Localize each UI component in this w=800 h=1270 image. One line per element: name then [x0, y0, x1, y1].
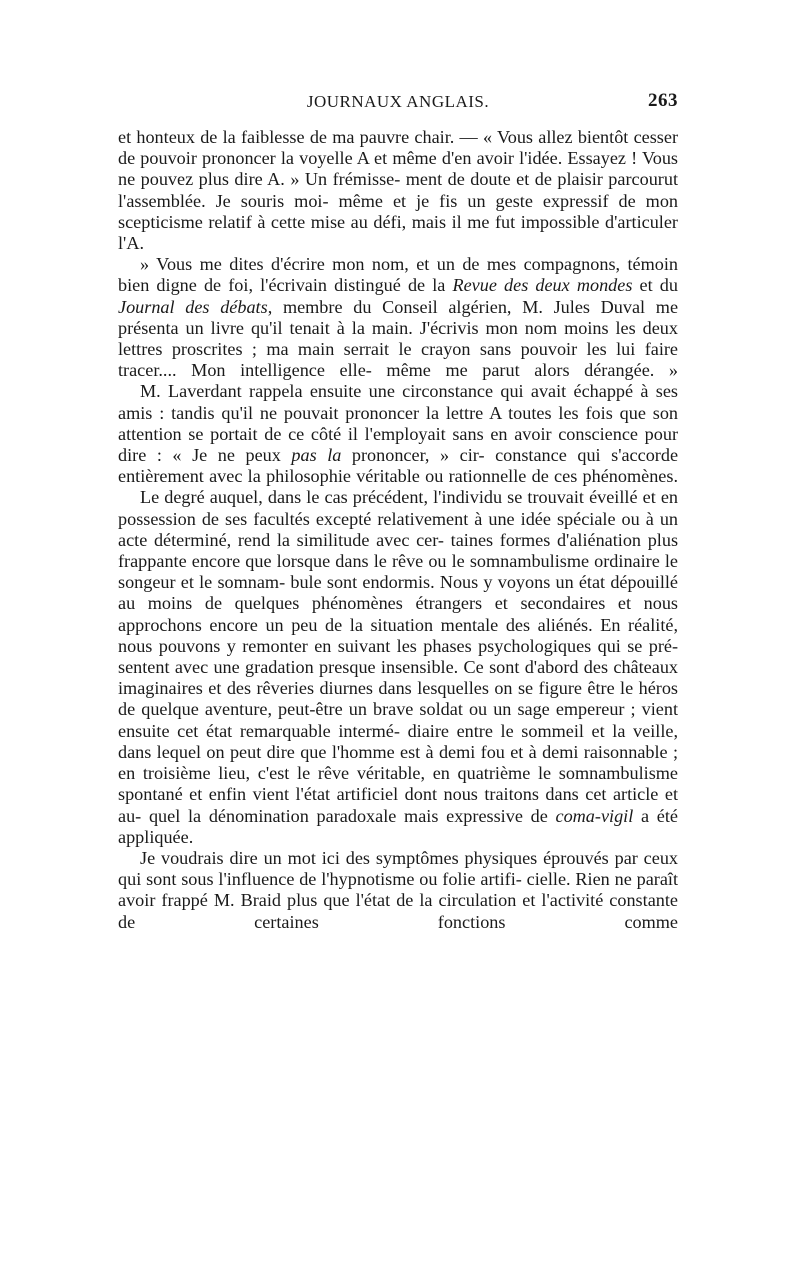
text-line: à ses amis : tandis qu'il ne pouvait prononcer la lettre A toutes les: [118, 381, 678, 423]
text-line: diaire entre le sommeil et la veille, dans lequel on peut dire que: [118, 720, 678, 762]
text-line: circulation et l'activité constante de certaines fonctions comme: [118, 890, 678, 932]
text-line: et honteux de la faiblesse de ma pauvre chair. — « Vous allez: [118, 127, 573, 147]
text-line: témoin bien digne de foi, l'écrivain distingué de la: [118, 254, 678, 296]
term: coma-vigil: [555, 805, 634, 826]
text-line: été appliquée.: [118, 805, 678, 847]
paragraph-4: [118, 487, 678, 847]
text-line: fois que son attention se portait de ce côté il l'employait sans en: [118, 402, 679, 444]
text-line: constance qui s'accorde entièrement avec la philosophie véritable: [118, 445, 679, 487]
paragraph-2: [118, 254, 678, 381]
text-line: pouvons y remonter en suivant les phases psychologiques qui se pré-: [158, 635, 679, 656]
text-line: » Vous me dites d'écrire mon nom, et un de mes compagnons,: [140, 254, 621, 275]
text-line: encore un peu de la situation mentale des aliénés. En réalité, nous: [118, 614, 678, 656]
page-number: 263: [648, 90, 678, 111]
text-line: idée spéciale ou à un acte déterminé, rend la similitude avec cer-: [118, 508, 679, 550]
text-line: et du: [632, 275, 678, 296]
text-line: quelques phénomènes étrangers et secondaires et nous approchons: [118, 593, 678, 635]
text-line: a: [633, 805, 650, 826]
text-line: enfin vient l'état artificiel dont nous traitons dans cet article et au-: [118, 784, 678, 826]
text-line: ment de doute et de plaisir parcourut l'assemblée. Je souris moi-: [118, 169, 678, 211]
text-line: avoir conscience pour dire : « Je ne peux: [118, 423, 679, 466]
text-line: prononcer, » cir-: [341, 445, 485, 466]
text-line: ou un sage empereur ; vient ensuite cet état remarquable intermé-: [118, 699, 679, 741]
text-line: quel la dénomination paradoxale mais expressive de: [148, 805, 556, 826]
text-line: figure être le héros de quelque aventure, peut-être un brave soldat: [118, 678, 679, 720]
journal-title: Journal des débats: [118, 296, 268, 317]
paragraph-1: [118, 127, 678, 254]
text-line: Je voudrais dire un mot ici des symptômes physiques éprouvés: [140, 847, 609, 868]
text-line: , membre du Conseil algérien,: [267, 296, 512, 317]
text-line: sentent avec une gradation presque insensible. Ce sont d'abord des: [118, 657, 609, 678]
text-line: bientôt cesser de pouvoir prononcer la voyelle A et même d'en: [118, 127, 679, 169]
emphasis: pas la: [291, 445, 342, 466]
text-line: éveillé et en possession de ses facultés excepté relativement à une: [118, 487, 678, 529]
running-head: [118, 92, 678, 116]
text-line: Le degré auquel, dans le cas précédent, l'individu se trouvait: [140, 487, 584, 508]
text-line: c'est le rêve véritable, en quatrième le somnambulisme spontané et: [118, 763, 679, 805]
text-line: l'homme est à demi fou et à demi raisonnable ; en troisième lieu,: [118, 741, 678, 784]
text-line: mise au défi, mais il me fut impossible d'articuler l'A.: [118, 211, 678, 254]
text-line: même et je fis un geste expressif de mon scepticisme relatif à cette: [118, 190, 679, 232]
text-line: par ceux qui sont sous l'influence de l'hypnotisme ou folie artifi-: [118, 847, 679, 890]
paragraph-5: [118, 848, 678, 933]
text-line: bule sont endormis. Nous y voyons un état dépouillé au moins de: [118, 572, 678, 614]
journal-title: Revue des deux: [452, 275, 570, 296]
text-line: cielle. Rien ne paraît avoir frappé M. Braid plus que l'état de la: [118, 869, 679, 911]
text-line: le rêve ou le somnambulisme ordinaire le songeur et le somnam-: [118, 551, 679, 593]
body-text: [118, 127, 678, 933]
text-line: M. Laverdant rappela ensuite une circonstance qui avait échappé: [140, 381, 634, 402]
text-line: M. Jules Duval me présenta un livre qu'il tenait à la main. J'écrivis: [118, 296, 679, 338]
text-line: taines formes d'aliénation plus frappante encore que lorsque dans: [118, 529, 679, 572]
text-line: ou rationnelle de ces phénomènes.: [425, 466, 678, 487]
text-line: châteaux imaginaires et des rêveries diurnes dans lesquelles on se: [118, 657, 679, 699]
text-line: même me parut alors dérangée. »: [386, 360, 678, 381]
paragraph-3: [118, 381, 678, 487]
text-line: mon nom moins les deux lettres proscrites ; ma main serrait le: [118, 317, 678, 360]
text-line: crayon sans pouvoir les lui faire tracer.... Mon intelligence elle-: [118, 339, 679, 381]
running-title: JOURNAUX ANGLAIS.: [306, 92, 490, 111]
journal-title: mondes: [576, 275, 633, 296]
text-line: avoir l'idée. Essayez ! Vous ne pouvez plus dire A. » Un frémisse-: [118, 148, 679, 190]
